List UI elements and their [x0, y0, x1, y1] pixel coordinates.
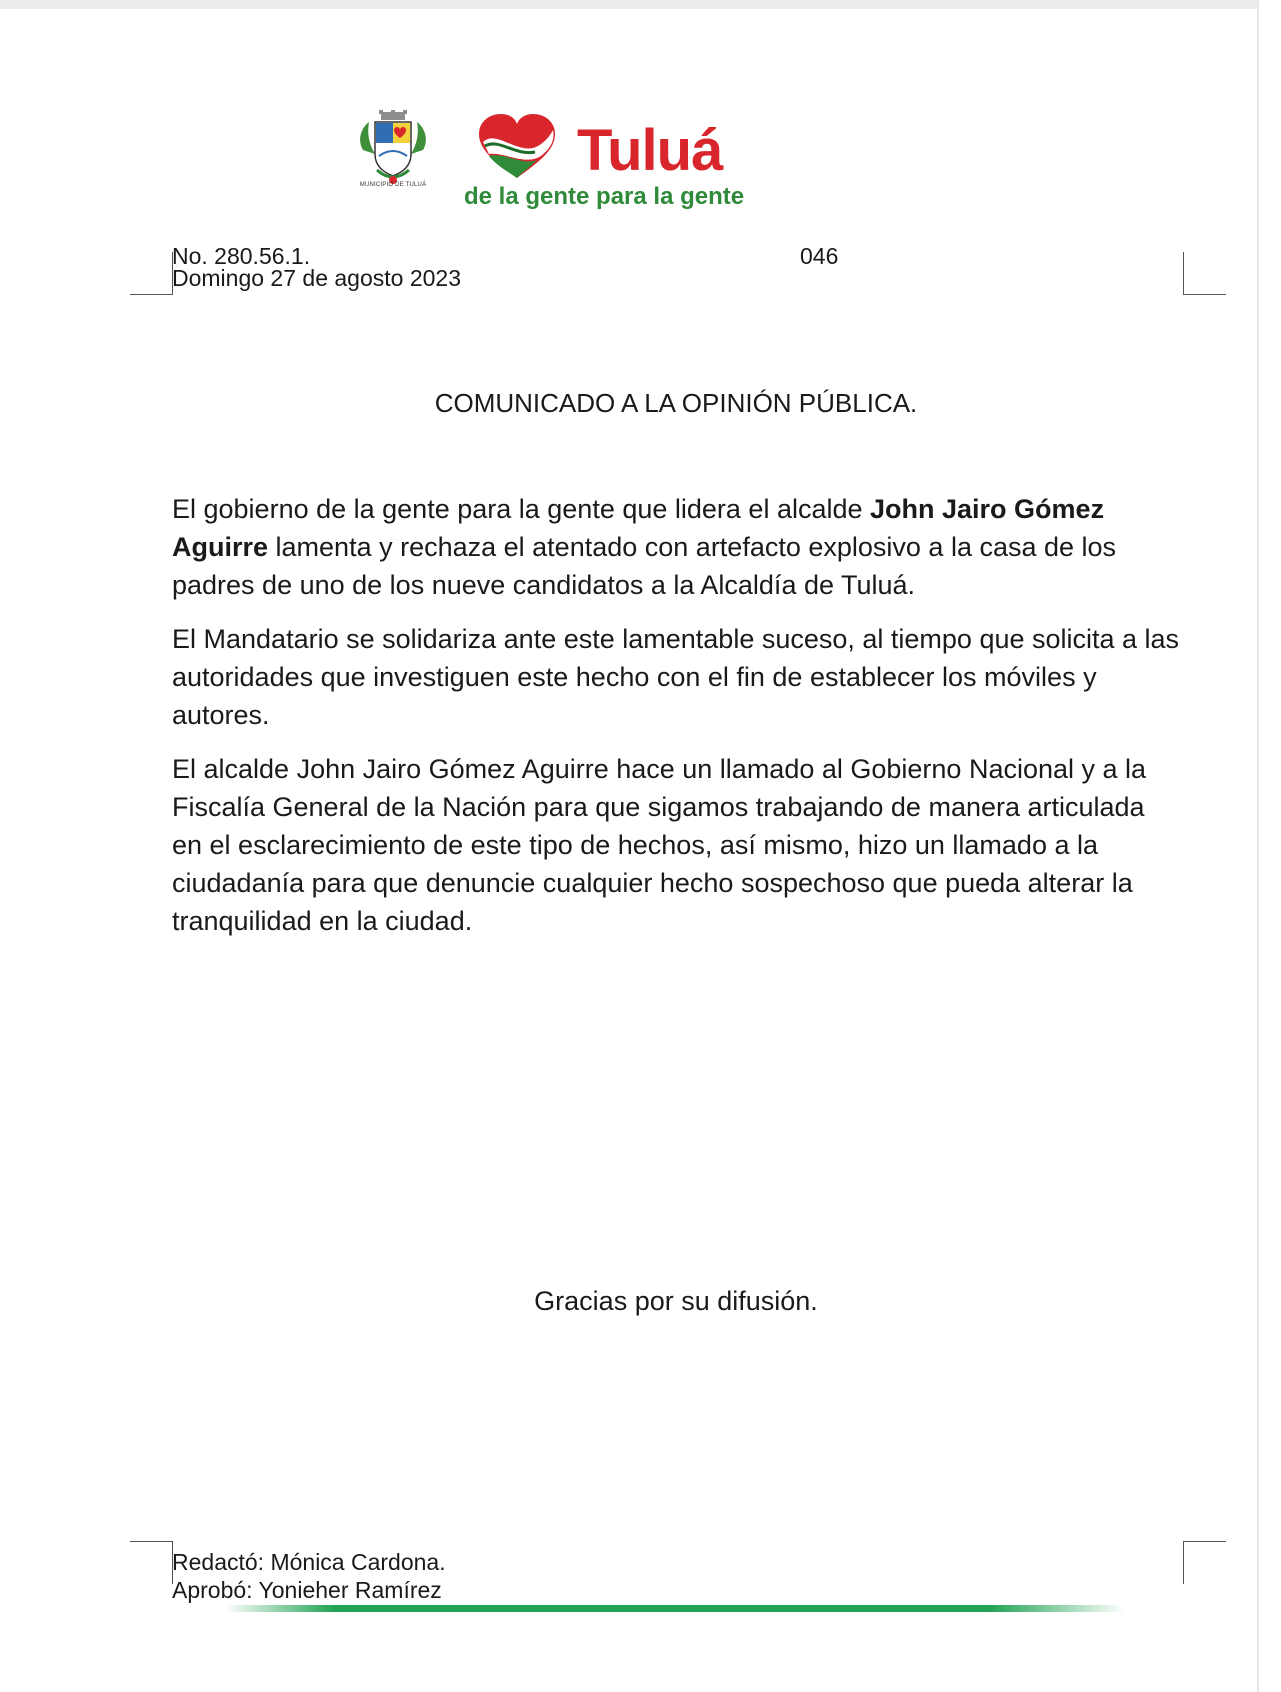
closing-line: Gracias por su difusión.: [534, 1286, 818, 1316]
brand-tagline: de la gente para la gente: [464, 183, 745, 210]
footer-written-by: Redactó: Mónica Cardona.: [172, 1549, 446, 1575]
letterhead: [355, 110, 755, 215]
page-edge: [1257, 0, 1281, 1692]
mayor-name: John Jairo Gómez Aguirre: [172, 494, 1105, 562]
document-body: [172, 490, 1182, 956]
footer-green-rule: [225, 1605, 1125, 1612]
crest-caption: MUNICIPIO DE TULUÁ: [359, 182, 427, 188]
crop-mark-bottom-left: [130, 1541, 173, 1584]
document-title: COMUNICADO A LA OPINIÓN PÚBLICA.: [434, 388, 918, 418]
municipal-crest-icon: [355, 110, 431, 192]
reference-date: Domingo 27 de agosto 2023: [172, 265, 461, 291]
paragraph-1-intro: El gobierno de la gente para la gente que lidera el alcalde: [172, 494, 871, 524]
paragraph-1-rest: lamenta y rechaza el atentado con artefacto explosivo a la casa de los padres de uno de los nueve candidatos a la Alcaldía de Tuluá.: [172, 532, 1117, 600]
crop-mark-bottom-right: [1183, 1541, 1226, 1584]
heart-logo-icon: [475, 112, 559, 182]
footer-approved-by: Aprobó: Yonieher Ramírez: [172, 1577, 442, 1603]
paragraph-3: El alcalde John Jairo Gómez Aguirre hace un llamado al Gobierno Nacional y a la Fiscalía General de la Nación para que sigamos trabajando de manera articulada en el esclarecimiento de este tipo de hechos, así mismo, hizo un llamado a la ciudadanía para que denuncie cualquier hecho sospechoso que pueda alterar la tranquilidad en la ciudad.: [172, 754, 1147, 936]
brand-name: Tuluá: [577, 118, 723, 183]
crop-mark-top-left: [130, 252, 173, 295]
reference-code: 046: [800, 243, 839, 269]
paragraph-2: El Mandatario se solidariza ante este lamentable suceso, al tiempo que solicita a las autoridades que investiguen este hecho con el fin de establecer los móviles y autores.: [172, 624, 1180, 730]
top-bar: [0, 0, 1281, 9]
reference-number: No. 280.56.1.: [172, 243, 311, 269]
paragraph-1: [172, 490, 1182, 604]
crop-mark-top-right: [1183, 252, 1226, 295]
